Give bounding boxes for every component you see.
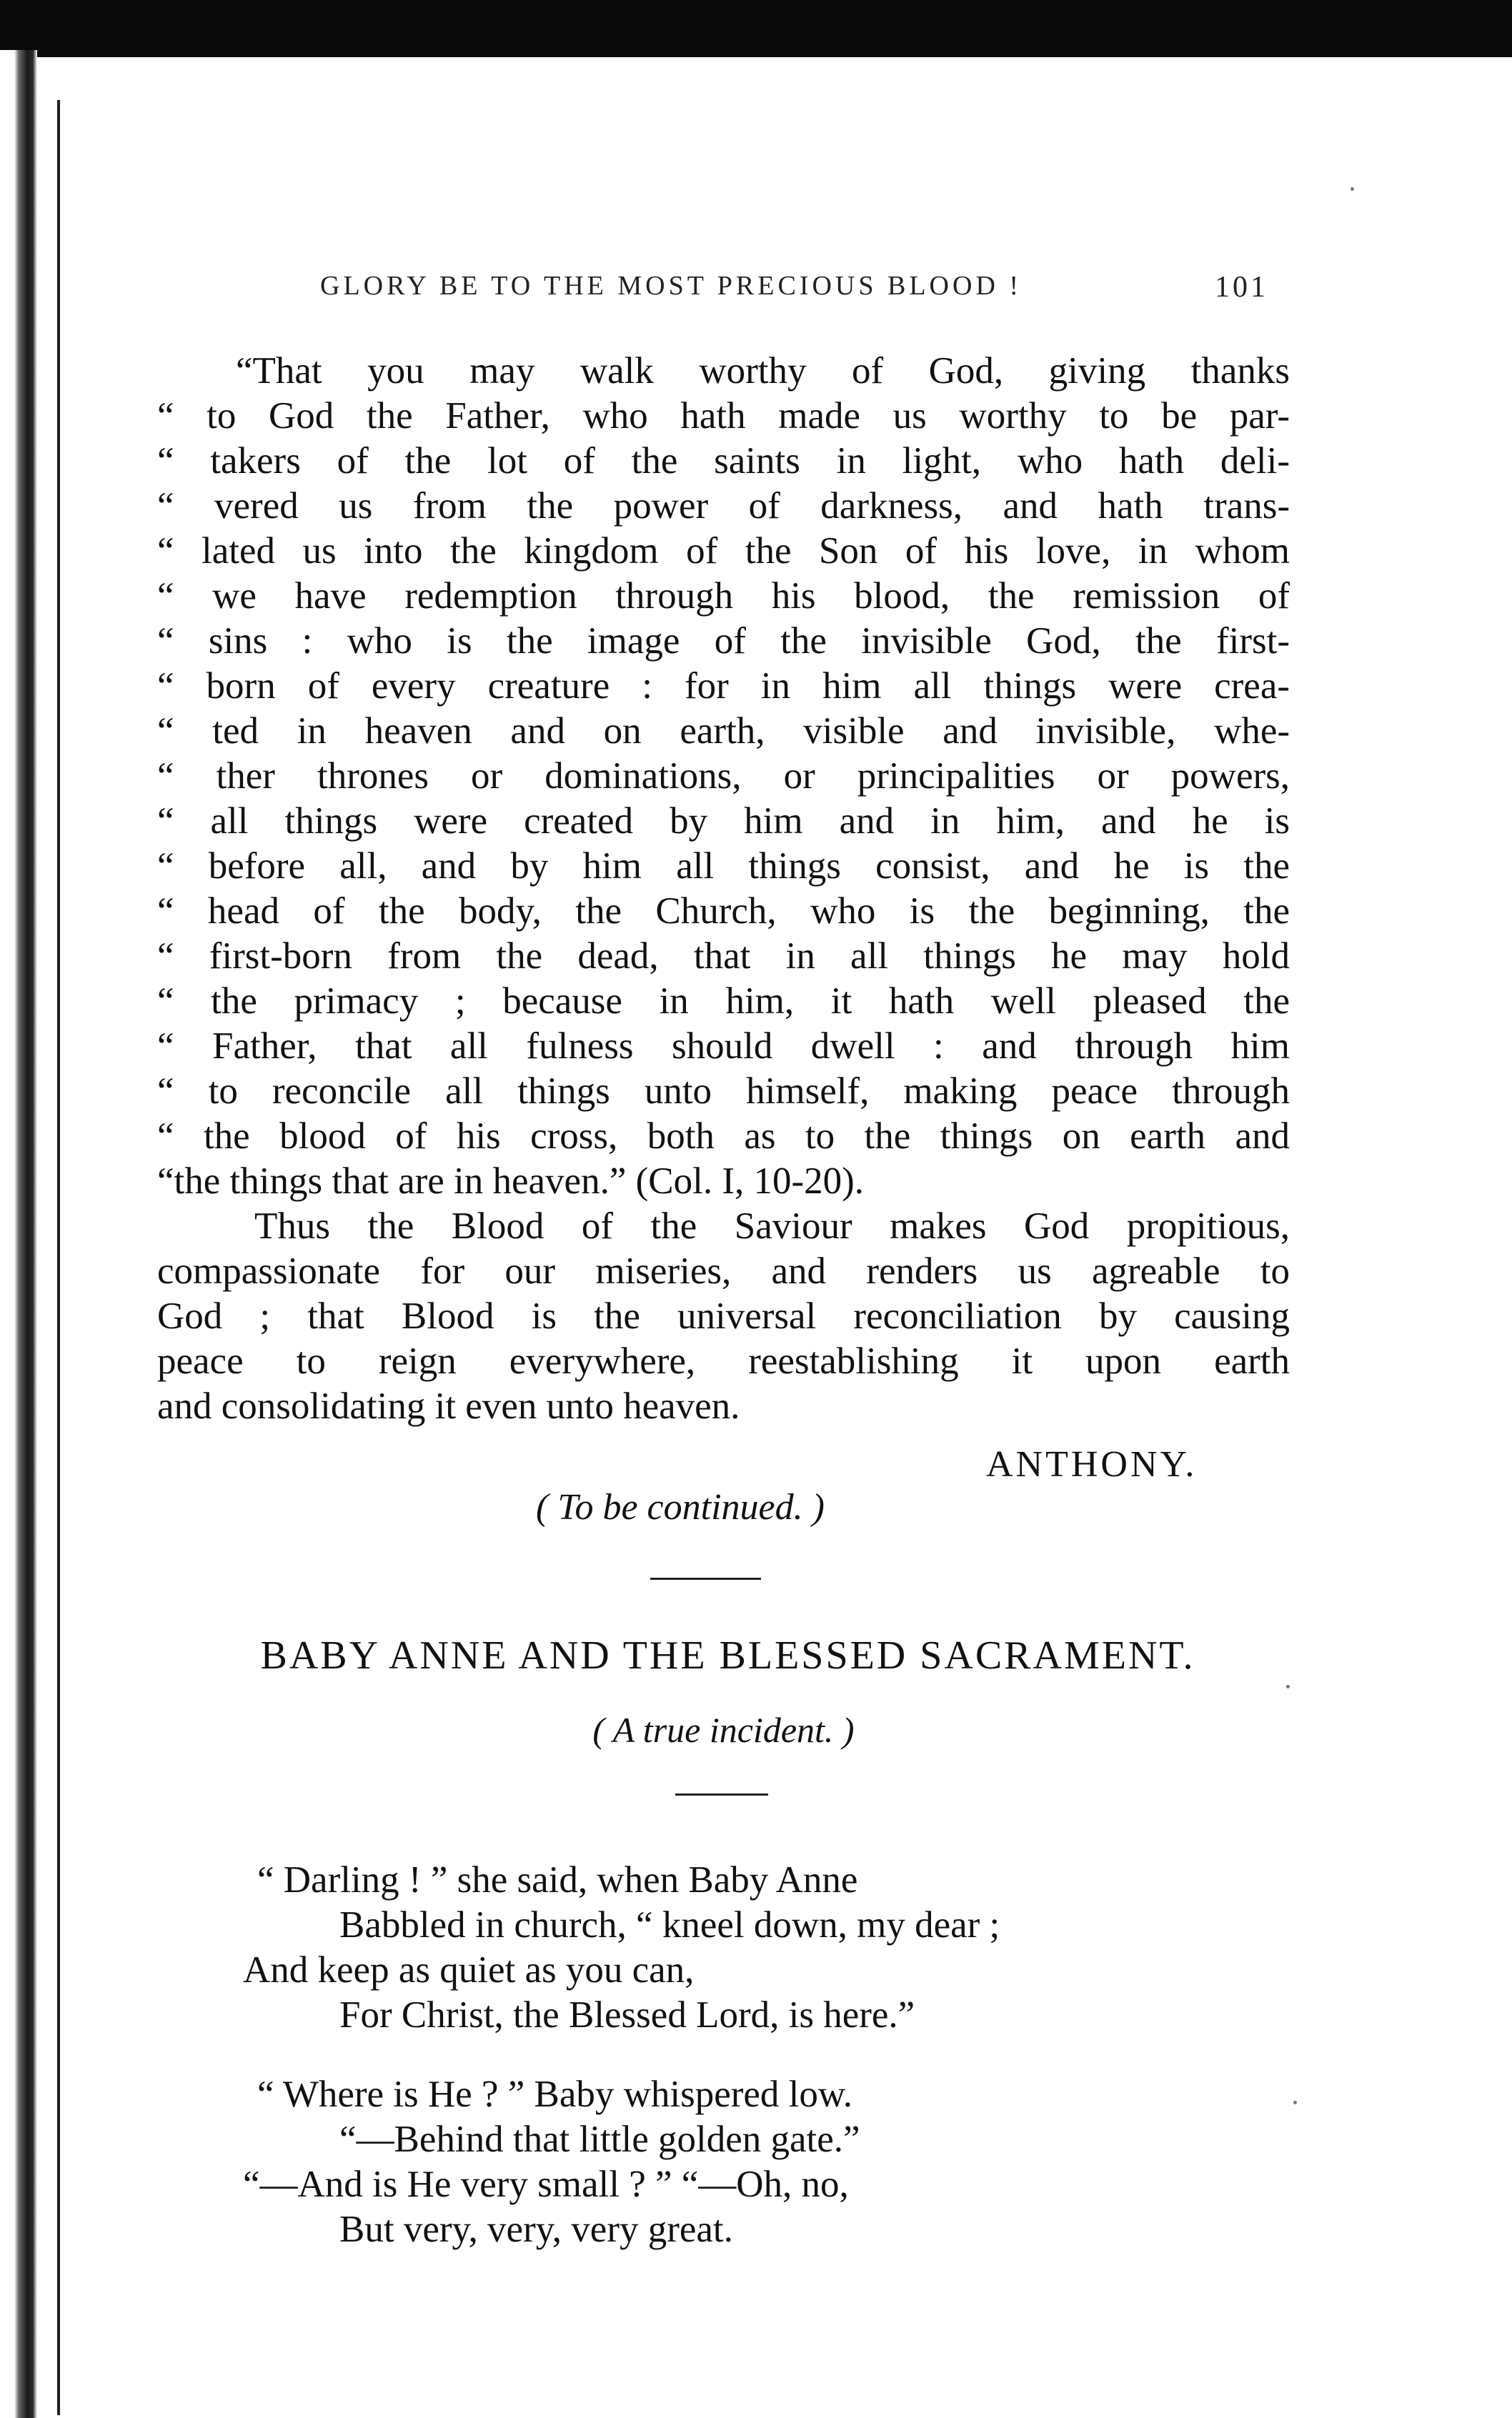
poem-line: “—Behind that little golden gate.”	[339, 2119, 860, 2160]
running-head: GLORY BE TO THE MOST PRECIOUS BLOOD !	[320, 271, 1023, 301]
title-divider	[675, 1793, 768, 1796]
quote-line: “ sins : who is the image of the invisible God, the first-	[157, 620, 1290, 662]
paragraph-line: God ; that Blood is the universal reconciliation by causing	[157, 1295, 1290, 1337]
quote-line: “ head of the body, the Church, who is the beginning, the	[157, 890, 1290, 932]
scripture-quotation	[157, 349, 1290, 1204]
article-subtitle: ( A true incident. )	[592, 1710, 855, 1750]
paragraph-line: compassionate for our miseries, and renders us agreable to	[157, 1250, 1290, 1292]
author-signature: ANTHONY.	[986, 1444, 1198, 1485]
quote-line: “ ther thrones or dominations, or principalities or powers,	[157, 755, 1290, 797]
poem-line: And keep as quiet as you can,	[243, 1949, 695, 1991]
section-divider	[650, 1578, 761, 1580]
quote-line: “ Father, that all fulness should dwell : and through him	[157, 1025, 1290, 1067]
poem-line: But very, very, very great.	[339, 2209, 733, 2250]
poem-line: “ Where is He ? ” Baby whispered low.	[257, 2074, 852, 2115]
quote-line: “ ted in heaven and on earth, visible and invisible, whe-	[157, 710, 1290, 752]
quote-line: “ before all, and by him all things consist, and he is the	[157, 845, 1290, 887]
quote-line: “ we have redemption through his blood, the remission of	[157, 575, 1290, 617]
scan-speck	[1286, 1685, 1290, 1688]
quote-line: “ the primacy ; because in him, it hath well pleased the	[157, 980, 1290, 1022]
paragraph-line: peace to reign everywhere, reestablishing it upon earth	[157, 1340, 1290, 1382]
quote-line: “ born of every creature : for in him all things were crea-	[157, 665, 1290, 707]
page-left-rule	[57, 100, 60, 2415]
poem-line: For Christ, the Blessed Lord, is here.”	[339, 1994, 915, 2036]
to-be-continued-note: ( To be continued. )	[536, 1487, 825, 1528]
poem-line: Babbled in church, “ kneel down, my dear ;	[339, 1904, 1000, 1946]
quote-line: “ to reconcile all things unto himself, making peace through	[157, 1070, 1290, 1112]
scan-left-edge	[0, 50, 37, 2418]
closing-paragraph	[157, 1204, 1290, 1429]
paragraph-line: Thus the Blood of the Saviour makes God propitious,	[254, 1205, 1290, 1247]
quote-line: “ lated us into the kingdom of the Son of his love, in whom	[157, 530, 1290, 572]
quote-line: “ first-born from the dead, that in all things he may hold	[157, 935, 1290, 977]
quote-line: “That you may walk worthy of God, giving thanks	[236, 350, 1290, 392]
poem-stanza-1	[243, 1858, 1000, 2038]
quote-line: “ to God the Father, who hath made us worthy to be par-	[157, 395, 1290, 437]
scan-speck	[1293, 2101, 1297, 2104]
page-number: 101	[1215, 271, 1268, 304]
quote-line: “ all things were created by him and in him, and he is	[157, 800, 1290, 842]
poem-stanza-2	[243, 2072, 860, 2252]
scan-speck	[1351, 187, 1354, 191]
article-title: BABY ANNE AND THE BLESSED SACRAMENT.	[260, 1633, 1195, 1678]
scan-top-border	[0, 0, 1512, 57]
paragraph-line: and consolidating it even unto heaven.	[157, 1385, 740, 1427]
poem-line: “ Darling ! ” she said, when Baby Anne	[257, 1859, 858, 1901]
quote-line: “ takers of the lot of the saints in light, who hath deli-	[157, 440, 1290, 482]
quote-line: “ the blood of his cross, both as to the things on earth and	[157, 1115, 1290, 1157]
poem-line: “—And is He very small ? ” “—Oh, no,	[243, 2164, 849, 2205]
quote-line: “the things that are in heaven.” (Col. I, 10-20).	[157, 1160, 865, 1202]
quote-line: “ vered us from the power of darkness, and hath trans-	[157, 485, 1290, 527]
